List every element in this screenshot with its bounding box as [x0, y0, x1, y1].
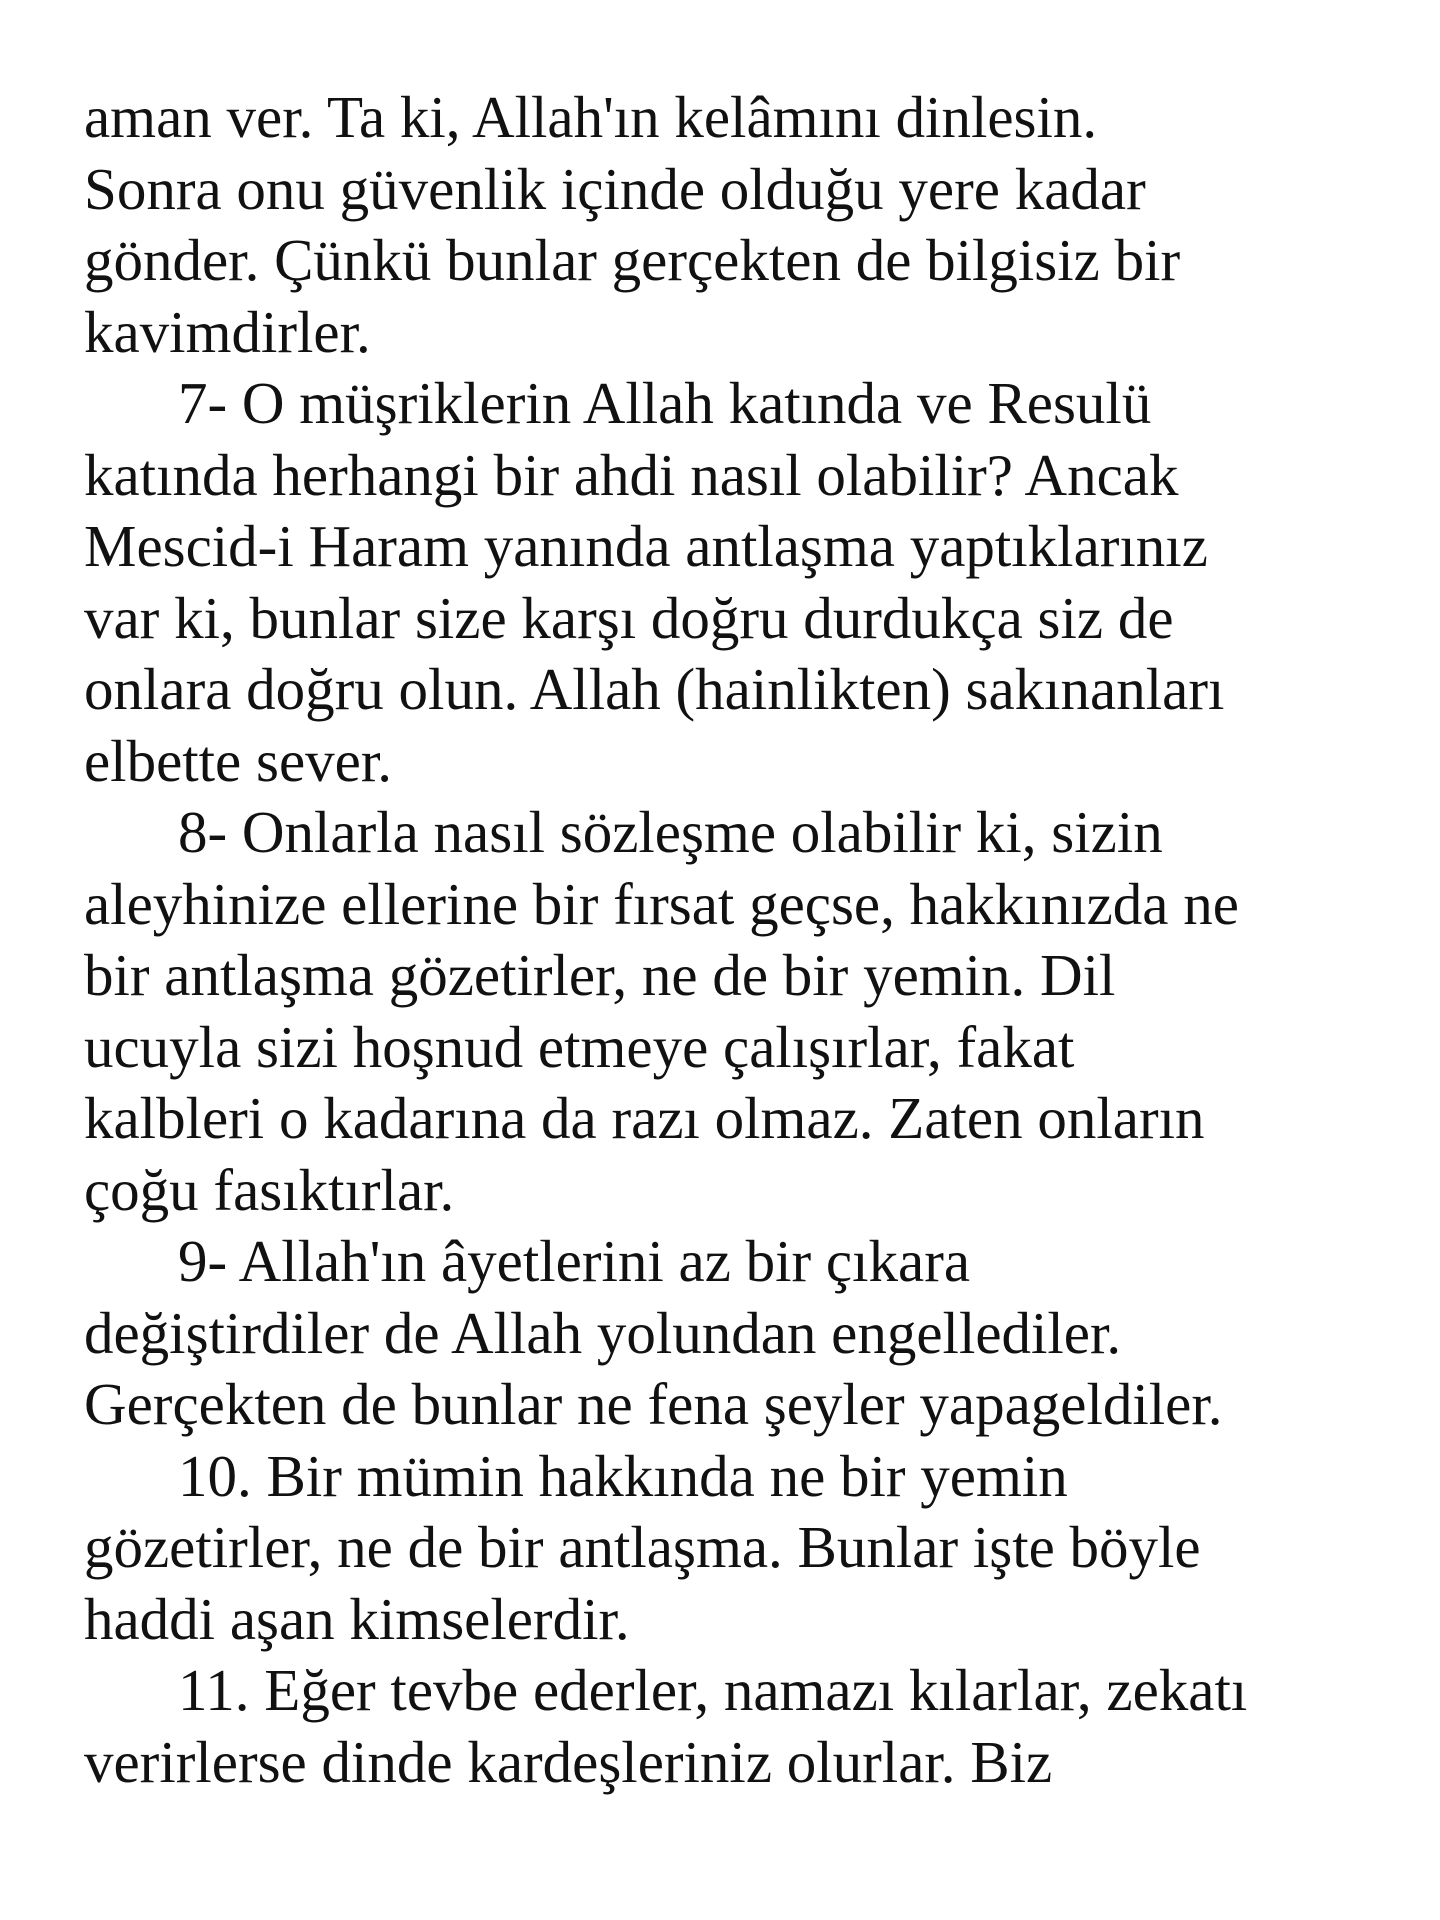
- text-line: aleyhinize ellerine bir fırsat geçse, hakkınızda ne: [84, 870, 1239, 937]
- text-line: kavimdirler.: [84, 298, 371, 365]
- text-line: ucuyla sizi hoşnud etmeye çalışırlar, fakat: [84, 1013, 1075, 1080]
- text-line: gözetirler, ne de bir antlaşma. Bunlar işte böyle: [84, 1514, 1201, 1580]
- text-line: bir antlaşma gözetirler, ne de bir yemin. Dil: [84, 942, 1116, 1008]
- text-line: Sonra onu güvenlik içinde olduğu yere kadar: [84, 155, 1146, 222]
- text-line: değiştirdiler de Allah yolundan engellediler.: [84, 1299, 1122, 1366]
- text-line: kalbleri o kadarına da razı olmaz. Zaten onların: [84, 1085, 1205, 1151]
- text-line: verirlerse dinde kardeşleriniz olurlar. Biz: [84, 1728, 1053, 1795]
- verse-10-start: 10. Bir mümin hakkında ne bir yemin: [178, 1442, 1068, 1509]
- document-page: [84, 82, 1384, 1798]
- verse-7-start: 7- O müşriklerin Allah katında ve Resulü: [178, 370, 1152, 436]
- verse-8-start: 8- Onlarla nasıl sözleşme olabilir ki, sizin: [178, 799, 1163, 865]
- text-line: elbette sever.: [84, 727, 392, 794]
- verse-9-start: 9- Allah'ın âyetlerini az bir çıkara: [178, 1228, 971, 1294]
- verse-11-start: 11. Eğer tevbe ederler, namazı kılarlar, zekatı: [178, 1657, 1248, 1723]
- text-line: çoğu fasıktırlar.: [84, 1156, 455, 1223]
- text-line: Gerçekten de bunlar ne fena şeyler yapageldiler.: [84, 1371, 1223, 1437]
- text-line: var ki, bunlar size karşı doğru durdukça siz de: [84, 584, 1174, 651]
- text-line: onlara doğru olun. Allah (hainlikten) sakınanları: [84, 656, 1225, 722]
- text-line: katında herhangi bir ahdi nasıl olabilir? Ancak: [84, 441, 1179, 508]
- text-line: aman ver. Ta ki, Allah'ın kelâmını dinlesin.: [84, 84, 1098, 150]
- text-line: gönder. Çünkü bunlar gerçekten de bilgisiz bir: [84, 227, 1181, 293]
- text-line: Mescid-i Haram yanında antlaşma yaptıklarınız: [84, 513, 1208, 579]
- text-line: haddi aşan kimselerdir.: [84, 1585, 630, 1652]
